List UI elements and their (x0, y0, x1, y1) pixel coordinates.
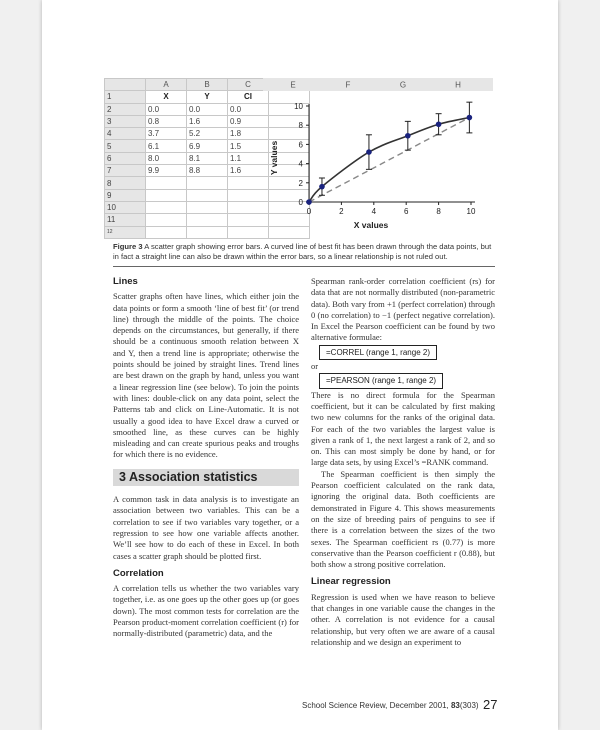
linear-regression-heading: Linear regression (311, 576, 391, 588)
empty-cell (187, 177, 228, 189)
cell: 0.8 (146, 115, 187, 127)
row-number: 7 (105, 165, 146, 177)
pearson-formula: =PEARSON (range 1, range 2) (319, 373, 443, 388)
header-cell: X (146, 91, 187, 103)
lines-heading: Lines (113, 276, 138, 287)
row-number: 8 (105, 177, 146, 189)
y-tick-label: 0 (298, 198, 303, 207)
cell: 1.6 (187, 115, 228, 127)
data-point (405, 133, 411, 139)
x-tick-label: 0 (306, 207, 312, 216)
correlation-paragraph: A correlation tells us whether the two variables vary together, i.e. as one goes up the other goes up (or goes down). The most common tests for correlation are the Pearson product-moment correlation coefficient (r) for normally-distributed (parametric) data, and the (113, 583, 299, 639)
data-point (319, 184, 325, 190)
empty-cell (146, 226, 187, 238)
row-number: 1 (105, 91, 146, 103)
y-tick-label: 4 (298, 159, 303, 169)
x-tick-label: 4 (371, 207, 377, 216)
plot-area (294, 102, 476, 216)
caption-text: A scatter graph showing error bars. A curved line of best fit has been drawn through the data points, but in fact a straight line can also be drawn within the error bars, so a linear relationship is not ruled out. (113, 242, 492, 261)
x-axis-label: X values (353, 220, 389, 230)
y-tick-label: 6 (298, 140, 303, 150)
y-axis-label: Y values (269, 140, 279, 176)
y-tick-label: 10 (294, 102, 303, 111)
column-header: A (146, 79, 187, 91)
empty-cell (187, 226, 228, 238)
cell: 8.1 (187, 152, 228, 164)
figure-caption (113, 242, 495, 262)
row-number: 5 (105, 140, 146, 152)
column-header: E (290, 80, 296, 90)
cell: 1.8 (228, 128, 269, 140)
column-header: F (345, 80, 351, 90)
cell: 1.5 (228, 140, 269, 152)
spearman-paragraph: Spearman rank-order correlation coefficient (rs) for data that are not normally distributed (non-parametric data). Both vary from +1 (perfect correlation) through 0 (no correlation) to −1 (perfect negative correlation). In Excel the Pearson coefficient can be found by two alternative formulae: (311, 276, 495, 343)
empty-cell (146, 214, 187, 226)
caption-divider (113, 266, 495, 267)
row-number: 3 (105, 115, 146, 127)
x-tick-label: 2 (339, 207, 344, 216)
data-point (436, 121, 442, 127)
correl-formula: =CORREL (range 1, range 2) (319, 345, 437, 360)
header-cell: Y (187, 91, 228, 103)
cell: 6.9 (187, 140, 228, 152)
empty-cell (146, 177, 187, 189)
column-header: B (187, 79, 228, 91)
row-number: 9 (105, 189, 146, 201)
cell: 5.2 (187, 128, 228, 140)
data-point (467, 115, 473, 121)
empty-cell (146, 201, 187, 213)
empty-cell (187, 201, 228, 213)
cell: 1.6 (228, 165, 269, 177)
cell: 0.9 (228, 115, 269, 127)
volume-number: 83 (450, 701, 460, 710)
row-number: 6 (105, 152, 146, 164)
header-cell: CI (228, 91, 269, 103)
empty-cell (187, 214, 228, 226)
column-header: C (228, 79, 269, 91)
journal-citation: School Science Review, December 2001, (302, 701, 451, 710)
left-column (113, 276, 299, 640)
scatter-chart (263, 78, 493, 233)
linear-regression-paragraph: Regression is used when we have reason to believe that changes in one variable cause the changes in the other. A correlation is not evidence for a causal relationship, but very often we are aware of a causal relationship and we design an experiment to (311, 591, 495, 647)
cell: 9.9 (146, 165, 187, 177)
lines-paragraph: Scatter graphs often have lines, which either join the data points or form a smooth ‘line of best fit’ (or trend line) through the middle of the points. The choice depends on the circumstances, but generally, if there should be a continuous smooth relation between X and Y, then a trend line is appropriate; otherwise the points should be joined by straight lines. Trend lines are best drawn on the graph by hand, unless you want a linear regression line (see below). To join the points with lines: double-click on any data point, select the Patterns tab and click on Line-Automatic. It is not usually a good idea to have Excel draw a curved or smoothed line, as these curves can be highly misleading and can create spurious peaks and troughs for which there is no evidence. (113, 291, 299, 460)
cell: 8.8 (187, 165, 228, 177)
row-number: 2 (105, 103, 146, 115)
empty-cell (146, 189, 187, 201)
page-footer (302, 697, 502, 712)
column-header: H (455, 80, 461, 90)
column-header: G (399, 80, 407, 90)
data-point (306, 199, 312, 205)
cell: 3.7 (146, 128, 187, 140)
page-number: 27 (483, 697, 498, 712)
x-tick-label: 10 (466, 207, 476, 216)
row-number: 12 (105, 226, 146, 238)
x-tick-label: 6 (403, 207, 409, 216)
cell: 6.1 (146, 140, 187, 152)
row-number: 11 (105, 214, 146, 226)
right-column (311, 276, 495, 648)
caption-label: Figure 3 (113, 242, 143, 251)
spearman-rank-paragraph: The Spearman coefficient is then simply the Pearson coefficient calculated on the rank data, ignoring the original data. Both coefficients are demonstrated in Figure 4. This shows measurements on the size of breeding pairs of penguins to see if there is a correlation between the sizes of the two sexes. The Spearman coefficient rs (0.77) is more conservative than the Pearson coefficient r (0.88), but both show a strong positive correlation. (311, 468, 495, 570)
issue-number: (303) (459, 701, 479, 710)
cell: 0.0 (228, 103, 269, 115)
straight-trend-line (309, 118, 469, 202)
y-tick-label: 8 (298, 121, 303, 131)
row-number: 10 (105, 201, 146, 213)
cell: 1.1 (228, 152, 269, 164)
row-number: 4 (105, 128, 146, 140)
y-tick-label: 2 (298, 178, 303, 188)
empty-cell (187, 189, 228, 201)
section-title: 3 Association statistics (113, 469, 299, 486)
x-tick-label: 8 (436, 207, 441, 216)
association-paragraph: A common task in data analysis is to investigate an association between two variables. This can be a correlation to see if two variables vary together, or a regression to see how one variable affects another. We’ll see how to do each of these in Excel. In both cases a scatter graph should be plotted first. (113, 494, 299, 561)
correlation-heading: Correlation (113, 567, 164, 579)
figure-3 (104, 78, 494, 236)
or-text: or (311, 361, 319, 372)
rank-paragraph: There is no direct formula for the Spearman coefficient, but it can be calculated by first making two new columns for the ranks of the original data. For each of the two variables the largest value is given a rank of 1, the next largest a rank of 2, and so on. This can most simply be done by hand, or for large data sets, by using Excel’s =RANK command. (311, 389, 495, 468)
corner-cell (105, 79, 146, 91)
data-point (366, 149, 372, 155)
cell: 0.0 (187, 103, 228, 115)
cell: 8.0 (146, 152, 187, 164)
cell: 0.0 (146, 103, 187, 115)
